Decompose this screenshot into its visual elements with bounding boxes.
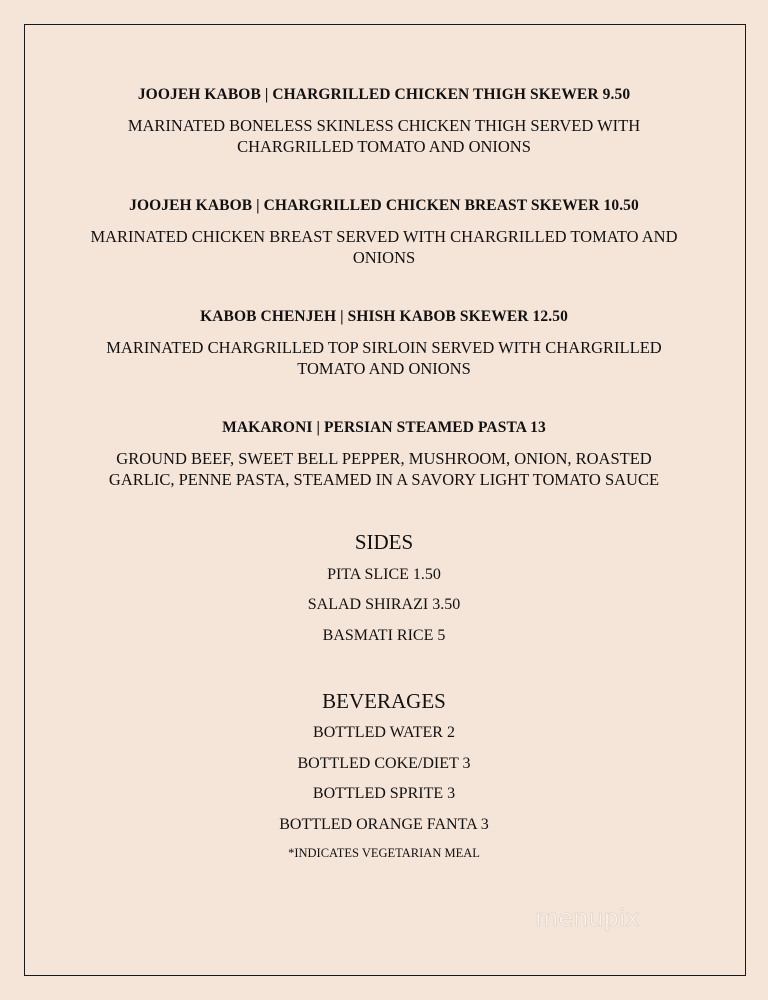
menu-item-description: GROUND BEEF, SWEET BELL PEPPER, MUSHROOM, ONION, ROASTED GARLIC, PENNE PASTA, STEAMED IN A SAVORY LIGHT TOMATO SAUCE	[108, 449, 660, 489]
sides-heading: SIDES	[354, 530, 414, 554]
side-item: SALAD SHIRAZI 3.50	[307, 596, 461, 613]
side-item: PITA SLICE 1.50	[327, 566, 441, 583]
vegetarian-note: *INDICATES VEGETARIAN MEAL	[288, 846, 480, 860]
menu-item-title: MAKARONI | PERSIAN STEAMED PASTA 13	[222, 419, 546, 436]
beverage-item: BOTTLED COKE/DIET 3	[297, 755, 471, 772]
menu-item-description: MARINATED BONELESS SKINLESS CHICKEN THIGH SERVED WITH CHARGRILLED TOMATO AND ONIONS	[127, 116, 641, 156]
menu-item-title: KABOB CHENJEH | SHISH KABOB SKEWER 12.50	[200, 308, 568, 325]
menu-item-description: MARINATED CHICKEN BREAST SERVED WITH CHARGRILLED TOMATO AND ONIONS	[90, 227, 678, 267]
svg-text:menupix: menupix	[535, 904, 640, 932]
menu-item-description: MARINATED CHARGRILLED TOP SIRLOIN SERVED WITH CHARGRILLED TOMATO AND ONIONS	[106, 338, 662, 378]
beverage-item: BOTTLED SPRITE 3	[312, 785, 456, 802]
beverage-item: BOTTLED WATER 2	[313, 724, 455, 741]
beverage-item: BOTTLED ORANGE FANTA 3	[279, 816, 489, 833]
menu-item-title: JOOJEH KABOB | CHARGRILLED CHICKEN THIGH SKEWER 9.50	[137, 86, 631, 103]
side-item: BASMATI RICE 5	[322, 627, 446, 644]
beverages-heading: BEVERAGES	[322, 689, 446, 713]
menu-item-title: JOOJEH KABOB | CHARGRILLED CHICKEN BREAST SKEWER 10.50	[129, 197, 639, 214]
menupix-watermark-logo	[533, 900, 653, 936]
